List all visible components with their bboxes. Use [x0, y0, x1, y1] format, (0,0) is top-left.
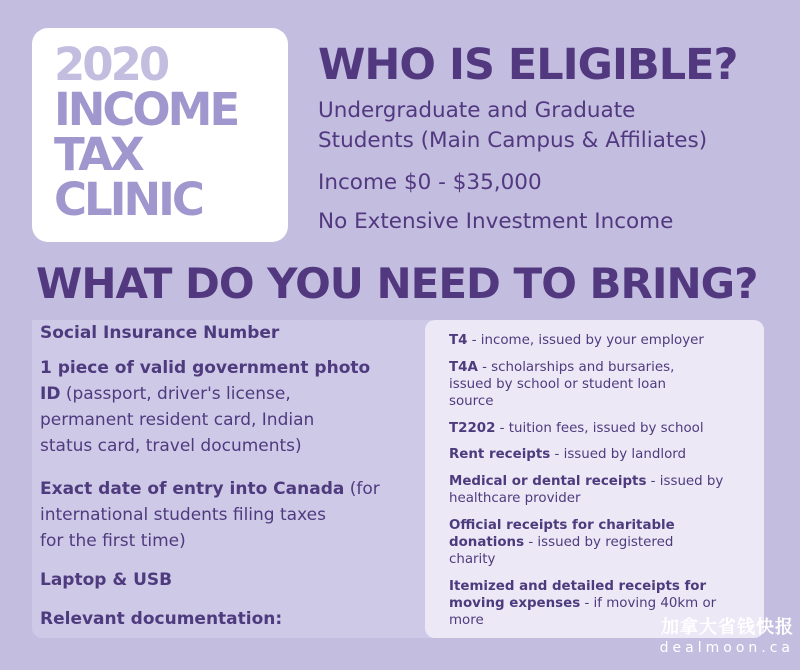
eligibility-students — [318, 96, 707, 156]
item-entry-date-line-3: for the first time) — [40, 531, 186, 551]
doc-t2202-desc: - tuition fees, issued by school — [495, 421, 704, 436]
item-entry-date-rest-1: (for — [344, 479, 380, 499]
item-photo-id-rest-1: (passport, driver's license, — [60, 384, 291, 404]
item-photo-id-bold-1: 1 piece of valid government photo — [40, 358, 371, 378]
item-photo-id-line-1 — [40, 355, 370, 381]
doc-moving-line-1 — [449, 578, 716, 595]
logo-year: 2020 — [54, 38, 168, 91]
eligibility-students-line-2: Students (Main Campus & Affiliates) — [318, 128, 708, 153]
doc-t4-code: T4 — [449, 333, 468, 348]
bring-heading: WHAT DO YOU NEED TO BRING? — [36, 259, 758, 308]
eligibility-students-line-1: Undergraduate and Graduate — [318, 98, 636, 123]
doc-t2202 — [449, 420, 704, 437]
doc-rent-title: Rent receipts — [449, 447, 551, 462]
doc-charity-title-1: Official receipts for charitable — [449, 518, 675, 533]
dealmoon-watermark — [660, 617, 794, 657]
doc-charity-title-2: donations — [449, 535, 525, 550]
clinic-logo — [32, 28, 288, 242]
item-sin — [40, 320, 279, 346]
item-photo-id-line-4: status card, travel documents) — [40, 436, 302, 456]
doc-t4a-code: T4A — [449, 360, 478, 375]
doc-moving-line-2 — [449, 595, 716, 612]
watermark-site: dealmoon.ca — [659, 640, 794, 656]
doc-charity-line-2 — [449, 534, 675, 551]
logo-clinic: CLINIC — [54, 173, 202, 226]
watermark-chinese: 加拿大省钱快报 — [661, 617, 794, 638]
item-laptop-label: Laptop & USB — [40, 570, 173, 590]
doc-moving-title-2: moving expenses — [449, 596, 581, 611]
doc-t4a-line-3: source — [449, 394, 494, 409]
doc-charity — [449, 517, 675, 568]
item-entry-date-line-1 — [40, 476, 380, 502]
doc-t4a-desc-1: - scholarships and bursaries, — [477, 360, 675, 375]
item-photo-id-bold-2: ID — [40, 384, 61, 404]
doc-t2202-code: T2202 — [449, 421, 496, 436]
item-photo-id-line-3: permanent resident card, Indian — [40, 410, 315, 430]
doc-rent-desc: - issued by landlord — [550, 447, 687, 462]
doc-medical-line-1 — [449, 473, 723, 490]
doc-medical — [449, 473, 723, 507]
doc-medical-desc-1: - issued by — [646, 474, 724, 489]
doc-charity-desc-1: - issued by registered — [524, 535, 674, 550]
eligibility-investment: No Extensive Investment Income — [318, 209, 674, 234]
eligibility-income: Income $0 - $35,000 — [318, 170, 542, 195]
item-entry-date — [40, 476, 380, 554]
doc-medical-title: Medical or dental receipts — [449, 474, 647, 489]
doc-charity-line-1 — [449, 517, 675, 534]
eligibility-heading: WHO IS ELIGIBLE? — [318, 40, 738, 90]
item-relevant-docs-label: Relevant documentation: — [40, 609, 283, 629]
item-entry-date-bold: Exact date of entry into Canada — [40, 479, 345, 499]
doc-t4 — [449, 332, 704, 349]
doc-charity-line-3: charity — [449, 552, 496, 567]
doc-t4a — [449, 359, 674, 410]
item-laptop — [40, 567, 172, 593]
logo-income: INCOME — [54, 83, 238, 136]
doc-t4a-line-1 — [449, 359, 674, 376]
item-photo-id-line-2 — [40, 381, 370, 407]
logo-tax: TAX — [54, 128, 142, 181]
item-relevant-docs — [40, 606, 282, 632]
doc-moving-desc-1: - if moving 40km or — [580, 596, 717, 611]
item-photo-id — [40, 355, 370, 459]
doc-moving-title-1: Itemized and detailed receipts for — [449, 579, 707, 594]
doc-medical-line-2: healthcare provider — [449, 491, 581, 506]
item-entry-date-line-2: international students filing taxes — [40, 505, 326, 525]
doc-moving-line-3: more — [449, 613, 484, 628]
item-sin-label: Social Insurance Number — [40, 323, 280, 343]
doc-rent — [449, 446, 686, 463]
doc-t4a-line-2: issued by school or student loan — [449, 377, 667, 392]
doc-t4-desc: - income, issued by your employer — [467, 333, 704, 348]
